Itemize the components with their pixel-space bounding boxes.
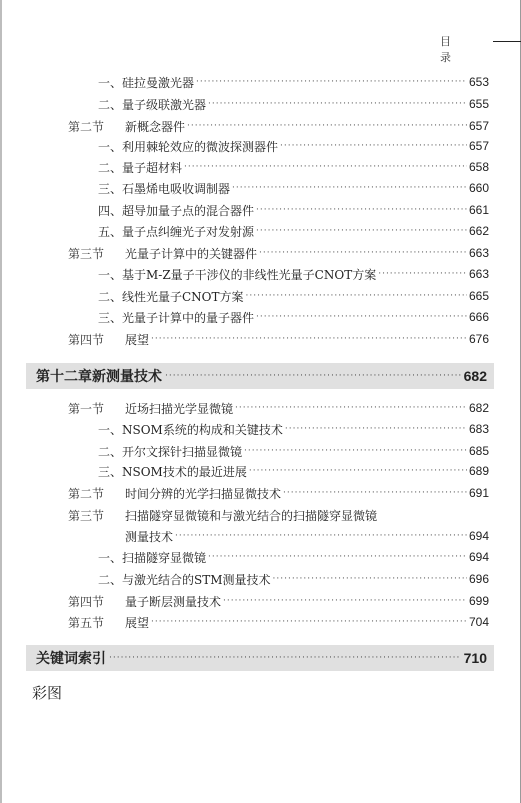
leader-dots [151,334,467,349]
toc-entry[interactable] [98,264,489,284]
section-number: 第五节 [68,615,105,630]
toc-entry-title: 四、超导加量子点的混合器件 [98,203,255,218]
toc-entry-page: 658 [468,160,489,174]
toc-entry[interactable] [98,200,489,220]
toc-entry-title: 三、石墨烯电吸收调制器 [98,181,231,196]
leader-dots [223,596,467,611]
leader-dots [196,77,467,92]
toc-entry-title: 一、硅拉曼激光器 [98,75,195,90]
toc-entry-title: 量子断层测量技术 [125,594,222,609]
toc-entry-page: 657 [468,139,489,153]
toc-entry-page: 699 [468,594,489,608]
leader-dots [232,183,467,198]
toc-entry[interactable] [98,419,489,439]
toc-entry-page: 691 [468,486,489,500]
toc-entry-page: 696 [468,572,489,586]
leader-dots [246,291,467,306]
leader-dots [256,226,467,241]
toc-entry[interactable] [98,178,489,198]
toc-section[interactable] [68,591,489,611]
toc-entry-page: 694 [468,550,489,564]
toc-entry-title: 三、NSOM技术的最近进展 [98,464,247,479]
toc-entry-title: 扫描隧穿显微镜和与激光结合的扫描隧穿显微镜 [125,509,378,523]
toc-section[interactable] [68,398,489,418]
toc-entry-page: 655 [468,97,489,111]
toc-entry[interactable] [98,136,489,156]
toc-entry-page: 662 [468,224,489,238]
color-plates-heading[interactable]: 彩图 [32,684,63,702]
leader-dots [256,312,467,327]
section-number: 第四节 [68,332,105,347]
section-number: 第一节 [68,401,105,416]
toc-entry[interactable] [98,221,489,241]
leader-dots [283,488,467,503]
toc-entry-title: 二、量子超材料 [98,160,183,175]
running-head-rule [493,41,521,42]
toc-entry[interactable] [98,157,489,177]
toc-entry-title: 一、利用棘轮效应的微波探测器件 [98,139,279,154]
leader-dots [151,617,467,632]
section-number: 第三节 [68,509,105,523]
toc-entry-title: 一、基于M-Z量子干涉仪的非线性光量子CNOT方案 [98,267,377,282]
toc-entry-page: 663 [468,267,489,281]
toc-entry-title: 二、开尔文探针扫描显微镜 [98,444,243,459]
leader-dots [249,466,467,481]
toc-entry-page: 663 [468,246,489,260]
toc-entry-title: 展望 [125,615,150,630]
toc-entry[interactable] [98,94,489,114]
toc-entry-page: 666 [468,310,489,324]
toc-entry-page: 661 [468,203,489,217]
leader-dots [109,653,461,671]
leader-dots [285,424,467,439]
toc-entry-page: 683 [468,422,489,436]
leader-dots [244,446,467,461]
index-title: 关键词索引 [36,651,106,667]
toc-section[interactable] [68,243,489,263]
toc-entry-title: 近场扫描光学显微镜 [125,401,234,416]
toc-section-continuation[interactable] [125,526,489,546]
toc-entry-title: 测量技术 [125,529,174,544]
leader-dots [378,269,467,284]
toc-section[interactable] [68,116,489,136]
toc-entry[interactable] [98,72,489,92]
toc-entry-title: 二、线性光量子CNOT方案 [98,289,244,304]
toc-entry-page: 657 [468,119,489,133]
toc-entry-page: 660 [468,181,489,195]
toc-entry-title: 新概念器件 [125,119,186,134]
toc-entry-page: 689 [468,464,489,478]
toc-section[interactable] [68,483,489,503]
toc-entry-title: 光量子计算中的关键器件 [125,246,258,261]
toc-entry-title: 三、光量子计算中的量子器件 [98,310,255,325]
chapter-page: 682 [463,368,487,384]
toc-entry-title: 一、扫描隧穿显微镜 [98,550,207,565]
section-number: 第四节 [68,594,105,609]
toc-entry-title: 时间分辨的光学扫描显微技术 [125,486,282,501]
toc-entry[interactable] [98,307,489,327]
leader-dots [175,531,467,546]
leader-dots [273,574,467,589]
toc-entry-title: 二、与激光结合的STM测量技术 [98,572,271,587]
chapter-heading[interactable] [26,363,494,389]
toc-entry-title: 五、量子点纠缠光子对发射源 [98,224,255,239]
chapter-number: 第十二章 [36,369,92,385]
toc-section[interactable] [68,612,489,632]
leader-dots [208,552,467,567]
toc-entry-title: 一、NSOM系统的构成和关键技术 [98,422,283,437]
section-number: 第二节 [68,119,105,134]
toc-entry-title: 二、量子级联激光器 [98,97,207,112]
toc-entry[interactable] [98,461,489,481]
leader-dots [208,99,467,114]
index-page: 710 [463,650,487,666]
toc-entry[interactable] [98,286,489,306]
leader-dots [280,141,467,156]
section-number: 第三节 [68,246,105,261]
leader-dots [165,371,461,389]
leader-dots [184,162,467,177]
chapter-title: 新测量技术 [92,369,162,385]
toc-entry[interactable] [98,569,489,589]
leader-dots [187,121,467,136]
toc-section[interactable] [68,329,489,349]
section-number: 第二节 [68,486,105,501]
toc-entry-page: 685 [468,444,489,458]
index-heading[interactable] [26,645,494,671]
toc-entry-page: 682 [468,401,489,415]
toc-entry[interactable] [98,547,489,567]
toc-entry-page: 665 [468,289,489,303]
toc-section-multiline[interactable] [68,507,377,524]
toc-entry-page: 694 [468,529,489,543]
toc-entry-page: 704 [468,615,489,629]
toc-entry[interactable] [98,441,489,461]
running-head: 目 录 [440,35,473,64]
toc-entry-page: 676 [468,332,489,346]
leader-dots [256,205,467,220]
toc-entry-title: 展望 [125,332,150,347]
leader-dots [259,248,467,263]
toc-entry-page: 653 [468,75,489,89]
leader-dots [235,403,467,418]
